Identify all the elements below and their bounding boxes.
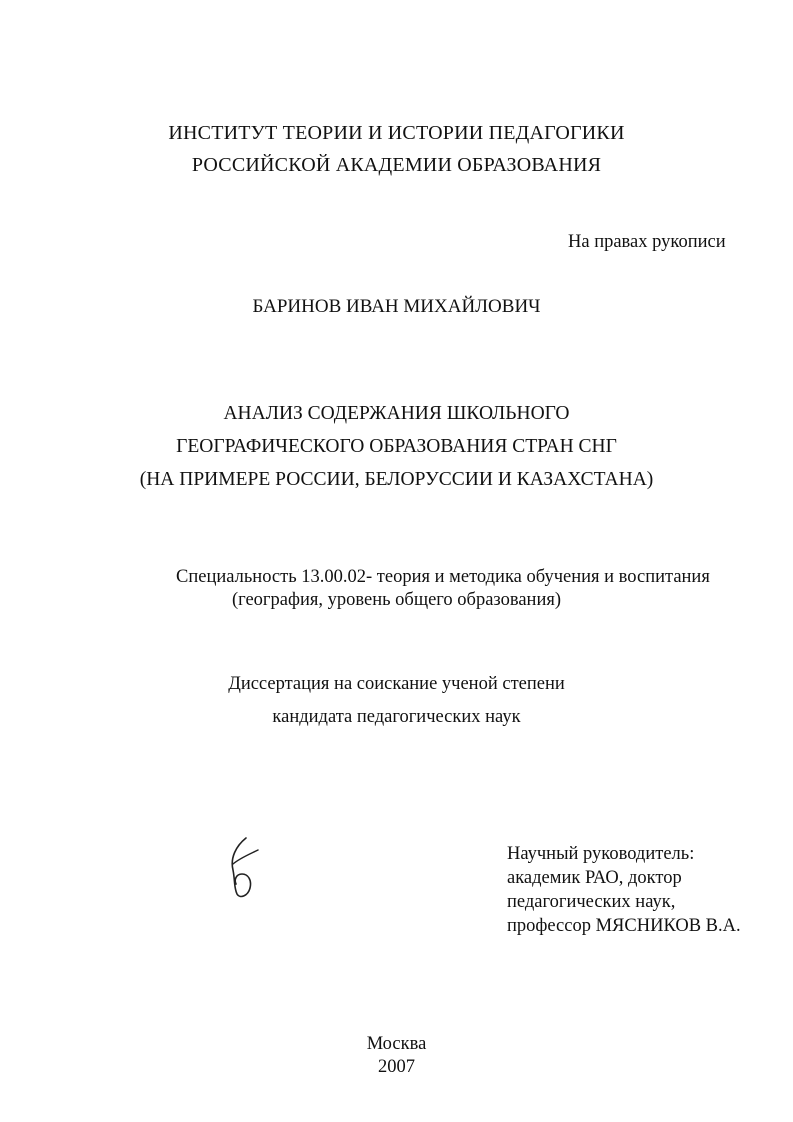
supervisor-rank: академик РАО, доктор [507, 868, 682, 888]
supervisor-heading: Научный руководитель: [507, 844, 695, 864]
handwritten-signature [224, 836, 264, 900]
author-name: БАРИНОВ ИВАН МИХАЙЛОВИЧ [252, 296, 541, 317]
supervisor-degree: педагогических наук, [507, 892, 676, 912]
specialty-line-1 [52, 566, 793, 588]
year: 2007 [378, 1057, 415, 1077]
institute-name-line-2: РОССИЙСКОЙ АКАДЕМИИ ОБРАЗОВАНИЯ [191, 154, 602, 176]
institute-name-line-1: ИНСТИТУТ ТЕОРИИ И ИСТОРИИ ПЕДАГОГИКИ [168, 122, 625, 144]
dissertation-title-line-2: ГЕОГРАФИЧЕСКОГО ОБРАЗОВАНИЯ СТРАН СНГ [176, 436, 617, 457]
specialty-line-1-text: Специальность 13.00.02- теория и методика обучения и воспитания [176, 567, 710, 587]
supervisor-name: профессор МЯСНИКОВ В.А. [507, 916, 741, 936]
degree-line-2: кандидата педагогических наук [272, 707, 521, 727]
dissertation-title-line-1: АНАЛИЗ СОДЕРЖАНИЯ ШКОЛЬНОГО [223, 403, 570, 424]
dissertation-title-line-3: (НА ПРИМЕРЕ РОССИИ, БЕЛОРУССИИ И КАЗАХСТАНА) [139, 469, 654, 490]
city: Москва [366, 1034, 427, 1054]
degree-line-1: Диссертация на соискание ученой степени [228, 674, 565, 694]
rights-note: На правах рукописи [568, 232, 726, 252]
specialty-line-2: (география, уровень общего образования) [231, 590, 562, 610]
scientific-supervisor [507, 842, 741, 938]
